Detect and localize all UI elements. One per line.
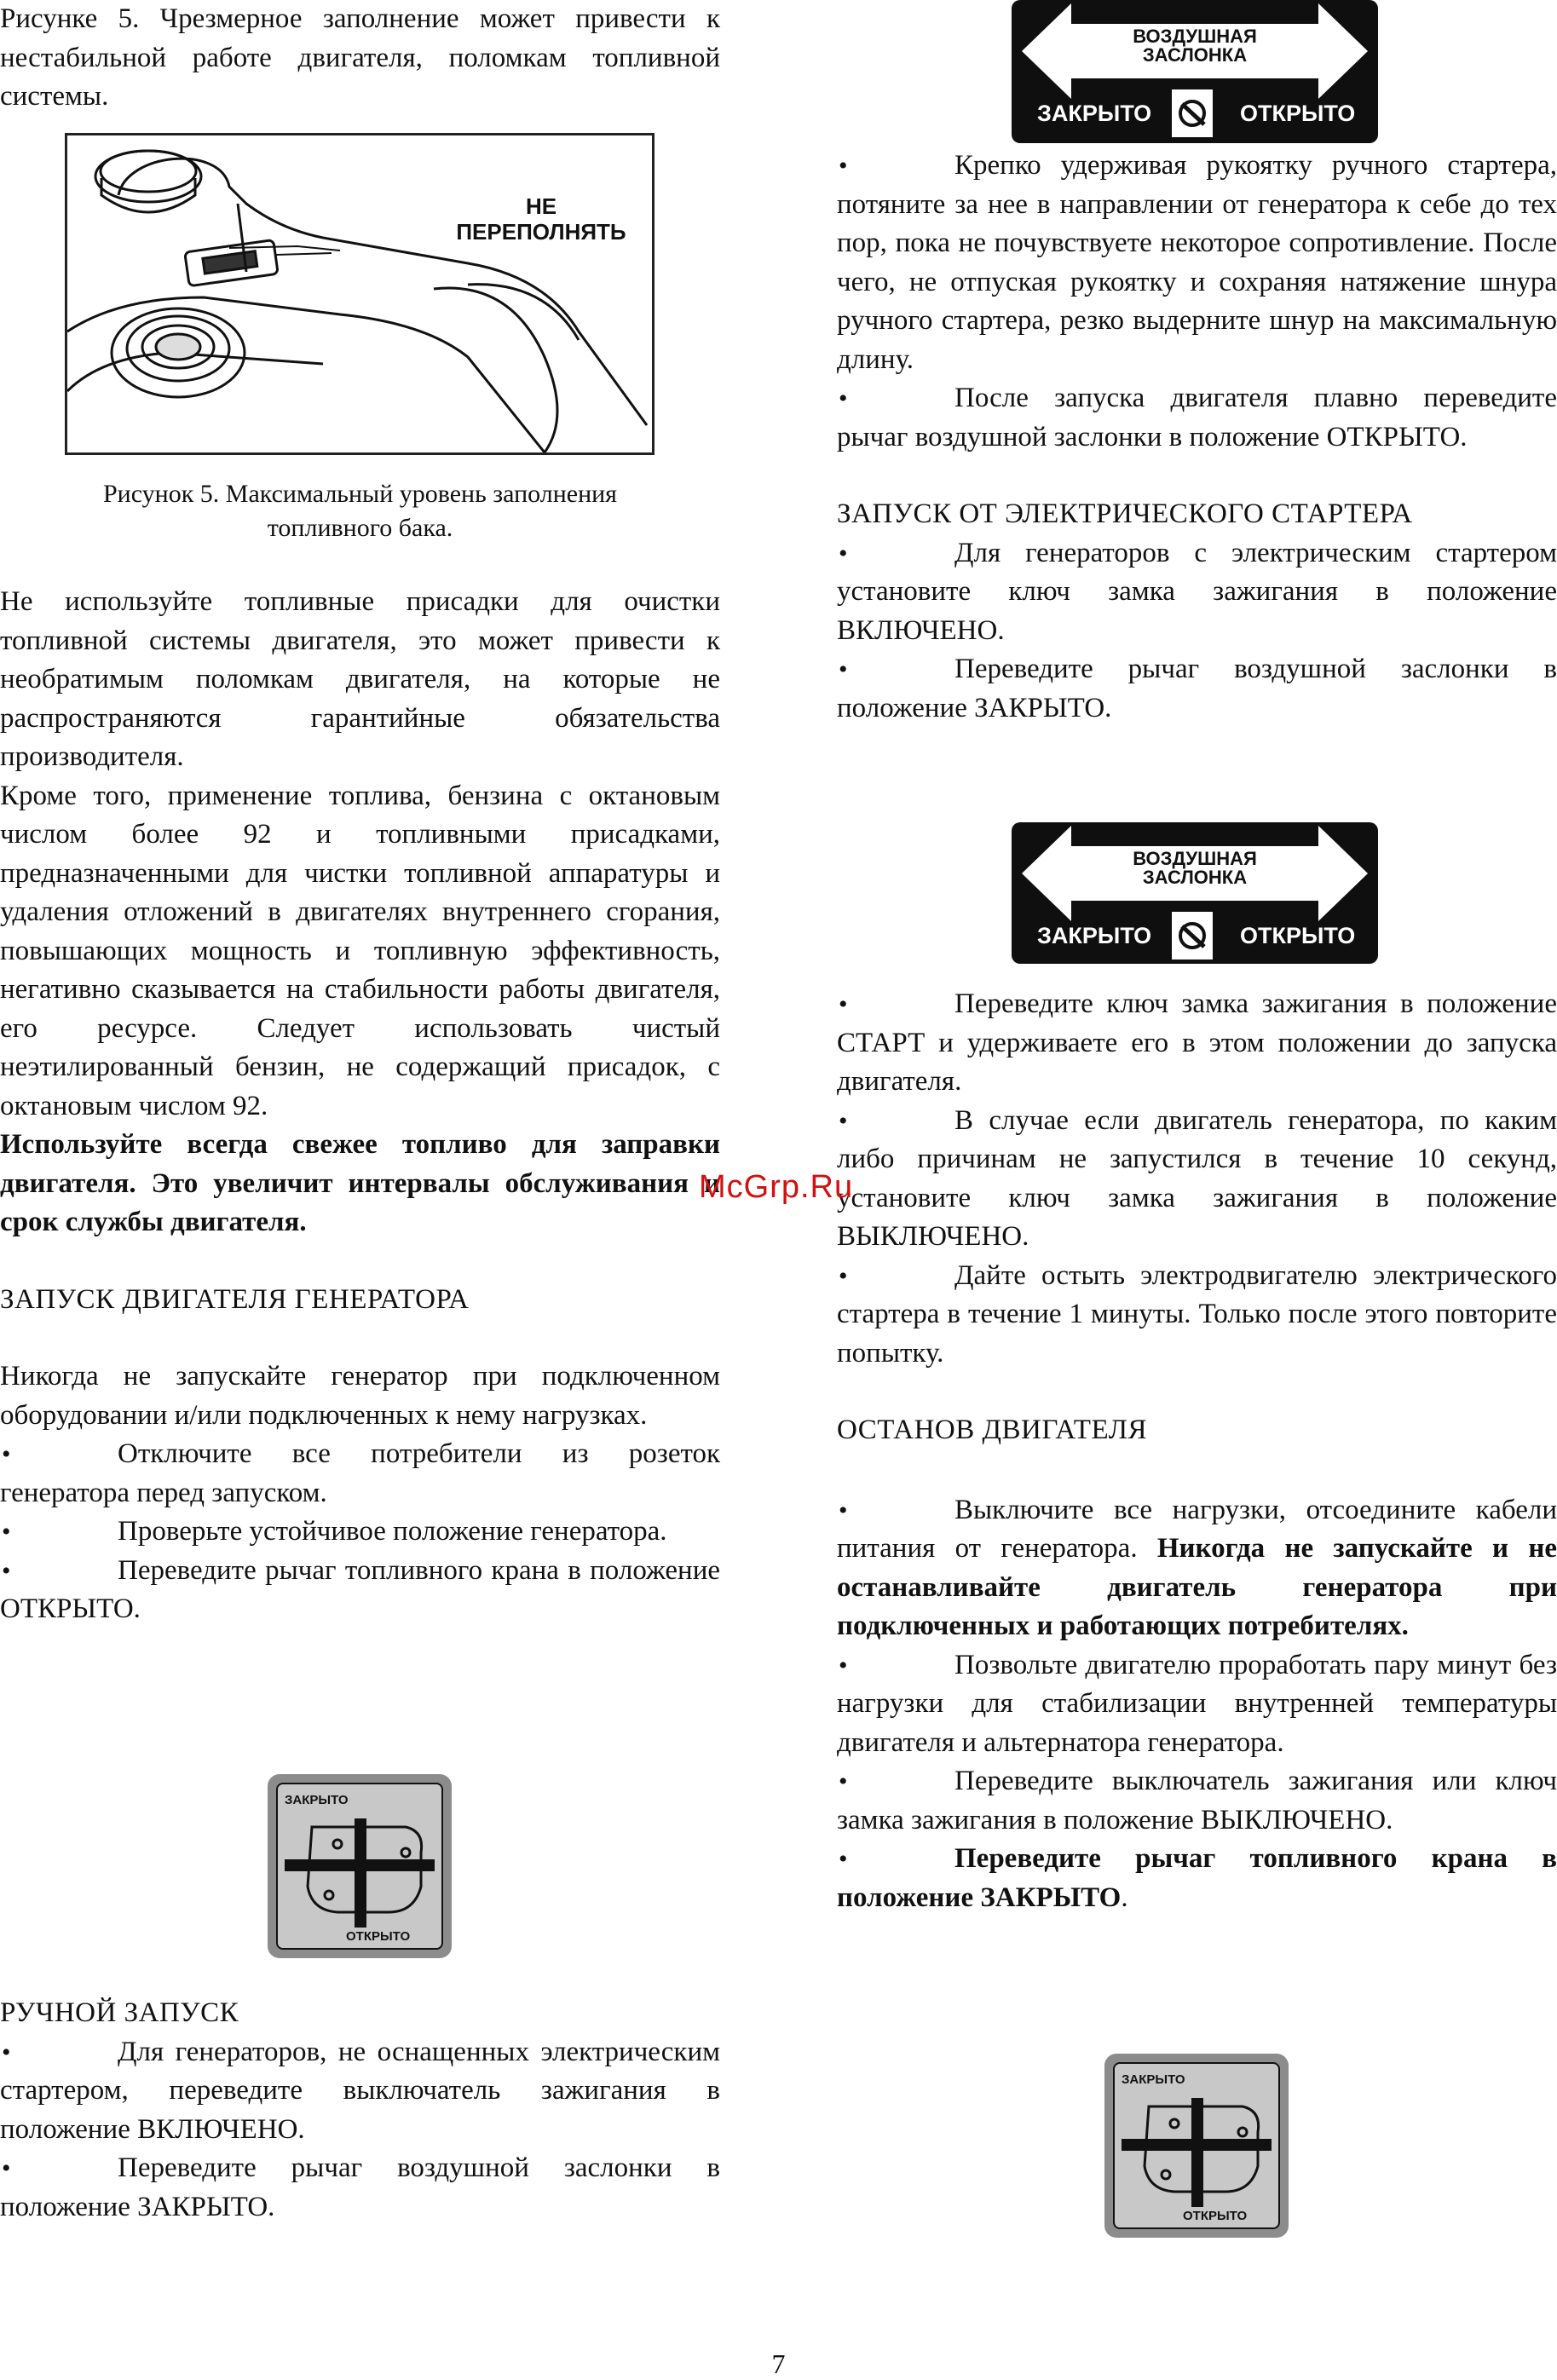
heading-manual-start: РУЧНОЙ ЗАПУСК — [0, 1997, 239, 2028]
list-item: Для генераторов с электрическим стартером установите ключ замка зажигания в положение ВКЛЮЧЕНО. — [837, 537, 1557, 646]
never-start-paragraph: Никогда не запускайте генератор при подключенном оборудовании и/или подключенных к нему нагрузках. — [0, 1361, 720, 1431]
choke-closed-label: ЗАКРЫТО — [1037, 101, 1152, 126]
choke-open-label: ОТКРЫТО — [1240, 923, 1356, 948]
list-item: Позвольте двигателю проработать пару минут без нагрузки для стабилизации внутренней температуры двигателя и альтернатора генератора. — [837, 1649, 1557, 1758]
fuel-tank-figure — [65, 133, 655, 455]
valve-closed-label: ЗАКРЫТО — [285, 1793, 349, 1807]
additives-paragraph: Не используйте топливные присадки для очистки топливной системы двигателя, это может привести к необратимым поломкам двигателя, на которые не распространяются гарантийные обязательства производителя. — [0, 586, 720, 772]
list-item: Переведите рычаг топливного крана в положение ЗАКРЫТО. — [837, 1843, 1557, 1913]
do-not-overfill-label: НЕ ПЕРЕПОЛНЯТЬ — [456, 193, 626, 245]
fuel-valve-sign — [268, 1774, 452, 1958]
choke-open-label: ОТКРЫТО — [1240, 101, 1356, 126]
right-column-body — [837, 147, 1557, 728]
list-item: Переведите рычаг топливного крана в положение ОТКРЫТО. — [0, 1554, 720, 1624]
list-item: Переведите рычаг воздушной заслонки в положение ЗАКРЫТО. — [837, 654, 1557, 723]
valve-open-label: ОТКРЫТО — [346, 1929, 411, 1944]
heading-engine-stop: ОСТАНОВ ДВИГАТЕЛЯ — [837, 1415, 1148, 1445]
list-item: Дайте остыть электродвигателю электрического стартера в течение 1 минуты. Только после этого повторите попытку. — [837, 1259, 1557, 1369]
heading-engine-start: ЗАПУСК ДВИГАТЕЛЯ ГЕНЕРАТОРА — [0, 1283, 470, 1315]
list-item: Выключите все нагрузки, отсоедините кабели питания от генератора. Никогда не запускайте и не останавливайте двигатель генератора при подключенных и работающих потребителях. — [837, 1494, 1557, 1641]
list-item: Переведите выключатель зажигания или ключ замка зажигания в положение ВЫКЛЮЧЕНО. — [837, 1766, 1557, 1835]
heading-electric-start: ЗАПУСК ОТ ЭЛЕКТРИЧЕСКОГО СТАРТЕРА — [837, 498, 1413, 529]
fuel-paragraph: Кроме того, применение топлива, бензина с октановым числом более 92 и топливными присадками, предназначенными для чистки топливной аппаратуры и удаления отложений в двигателях внутреннего сгорания, повышающих мощность и топливную эффективность, негативно сказывается на стабильности работы двигателя, его ресурсе. Следует использовать чистый неэтилированный бензин, не содержащий присадок, с октановым числом 92. — [0, 780, 720, 1121]
list-item: Переведите рычаг воздушной заслонки в положение ЗАКРЫТО. — [0, 2152, 720, 2222]
list-item: Переведите ключ замка зажигания в положение СТАРТ и удерживаете его в этом положении до запуска двигателя. — [837, 988, 1557, 1097]
fuel-tank-drawing — [67, 135, 652, 452]
watermark: McGrp.Ru — [699, 1169, 854, 1205]
fuel-valve-sign — [1104, 2054, 1289, 2238]
valve-open-label: ОТКРЫТО — [1183, 2209, 1248, 2223]
list-item: Отключите все потребители из розеток генератора перед запуском. — [0, 1438, 720, 1508]
choke-closed-label: ЗАКРЫТО — [1037, 923, 1152, 948]
choke-sign-top — [1012, 0, 1378, 143]
list-item: После запуска двигателя плавно переведите рычаг воздушной заслонки в положение ОТКРЫТО. — [837, 383, 1557, 452]
figure-caption: Рисунок 5. Максимальный уровень заполнения топливного бака. — [103, 480, 617, 542]
choke-sign-middle — [1012, 822, 1378, 964]
fresh-fuel-paragraph: Используйте всегда свежее топливо для заправки двигателя. Это увеличит интервалы обслуживания и срок службы двигателя. — [0, 1129, 720, 1237]
left-column-manual — [0, 1994, 720, 2227]
page-number: 7 — [771, 2348, 786, 2379]
right-column-electric — [837, 985, 1557, 1917]
valve-closed-label: ЗАКРЫТО — [1122, 2072, 1185, 2087]
choke-title: ВОЗДУШНАЯ ЗАСЛОНКА — [1133, 848, 1257, 888]
choke-title: ВОЗДУШНАЯ ЗАСЛОНКА — [1133, 26, 1257, 66]
left-column-body — [0, 477, 720, 1629]
intro-paragraph: Рисунке 5. Чрезмерное заполнение может привести к нестабильной работе двигателя, поломкам топливной системы. — [0, 3, 720, 112]
left-column — [0, 0, 720, 117]
list-item: Для генераторов, не оснащенных электрическим стартером, переведите выключатель зажигания в положение ВКЛЮЧЕНО. — [0, 2036, 720, 2145]
fuel-valve-icon — [278, 1784, 441, 1948]
list-item: Крепко удерживая рукоятку ручного стартера, потяните за нее в направлении от генератора к себе до тех пор, пока не почувствуете некоторое сопротивление. После чего, не отпуская рукоятку и сохраняя натяжение шнура ручного стартера, резко выдерните шнур на максимальную длину. — [837, 150, 1557, 375]
fuel-valve-icon — [1115, 2064, 1278, 2227]
list-item: Проверьте устойчивое положение генератора. — [118, 1516, 667, 1547]
list-item: В случае если двигатель генератора, по каким либо причинам не запустился в течение 10 секунд, установите ключ замка зажигания в положение ВЫКЛЮЧЕНО. — [837, 1104, 1557, 1252]
